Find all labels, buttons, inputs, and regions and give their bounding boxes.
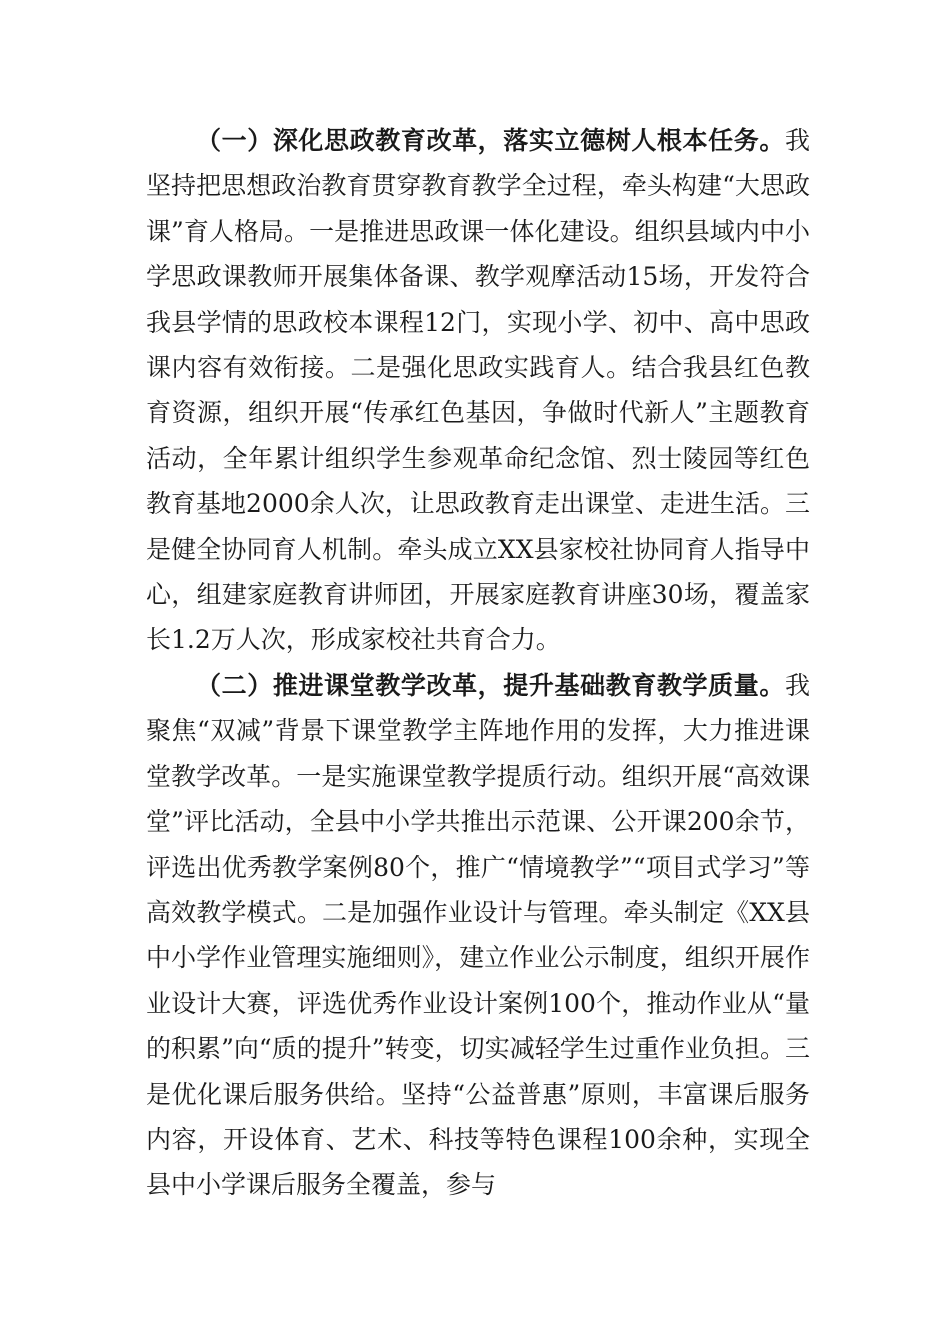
paragraph-two	[146, 663, 810, 1208]
paragraph-one-text: 我坚持把思想政治教育贯穿教育教学全过程，牵头构建“大思政课”育人格局。一是推进思政课一体化建设。组织县域内中小学思政课教师开展集体备课、教学观摩活动15场，开发符合我县学情的思政校本课程12门，实现小学、初中、高中思政课内容有效衔接。二是强化思政实践育人。结合我县红色教育资源，组织开展“传承红色基因，争做时代新人”主题教育活动，全年累计组织学生参观革命纪念馆、烈士陵园等红色教育基地2000余人次，让思政教育走出课堂、走进生活。三是健全协同育人机制。牵头成立XX县家校社协同育人指导中心，组建家庭教育讲师团，开展家庭教育讲座30场，覆盖家长1.2万人次，形成家校社共育合力。	[146, 126, 810, 655]
document-body	[146, 118, 810, 1208]
paragraph-one-heading: （一）深化思政教育改革，落实立德树人根本任务。	[196, 126, 785, 155]
paragraph-one	[146, 118, 810, 663]
paragraph-two-heading: （二）推进课堂教学改革，提升基础教育教学质量。	[196, 670, 785, 700]
paragraph-two-text: 我聚焦“双减”背景下课堂教学主阵地作用的发挥，大力推进课堂教学改革。一是实施课堂教学提质行动。组织开展“高效课堂”评比活动，全县中小学共推出示范课、公开课200余节，评选出优秀教学案例80个，推广“情境教学”“项目式学习”等高效教学模式。二是加强作业设计与管理。牵头制定《XX县中小学作业管理实施细则》，建立作业公示制度，组织开展作业设计大赛，评选优秀作业设计案例100个，推动作业从“量的积累”向“质的提升”转变，切实减轻学生过重作业负担。三是优化课后服务供给。坚持“公益普惠”原则，丰富课后服务内容，开设体育、艺术、科技等特色课程100余种，实现全县中小学课后服务全覆盖，参与	[146, 670, 810, 1200]
